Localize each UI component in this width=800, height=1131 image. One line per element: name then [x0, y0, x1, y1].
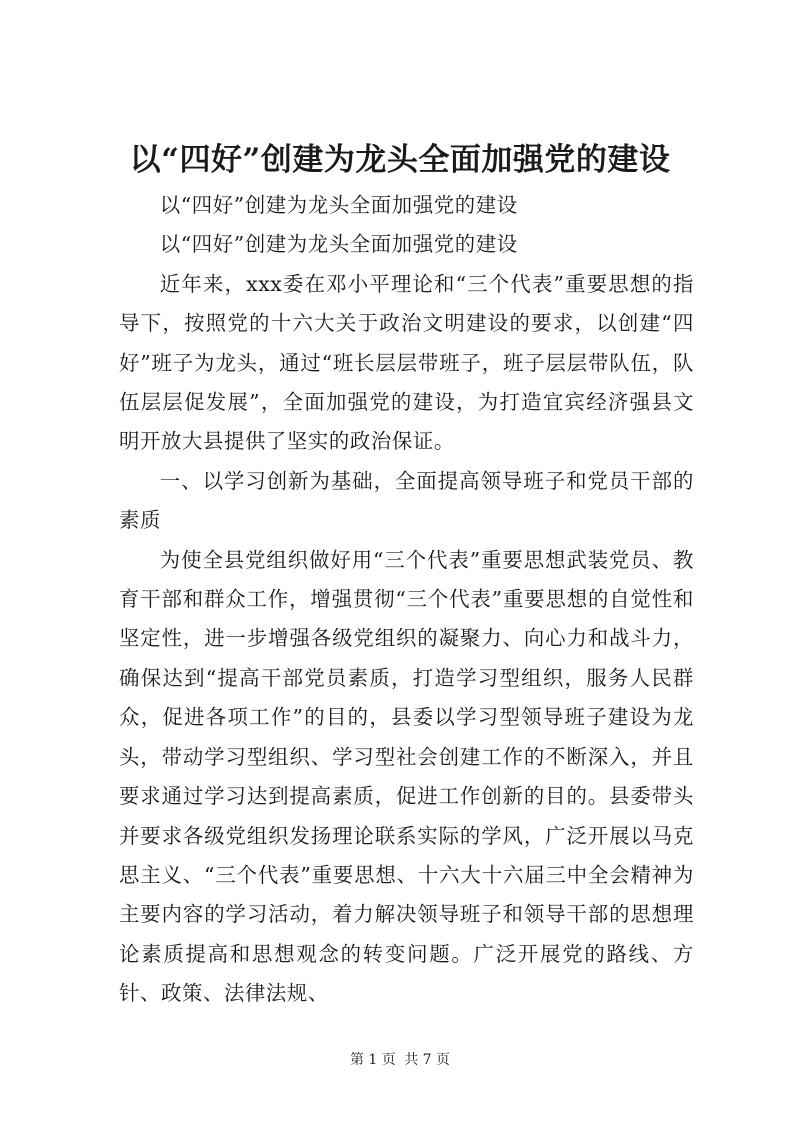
paragraph-subtitle-1: 以“四好”创建为龙头全面加强党的建设 — [159, 193, 518, 217]
paragraph-section-1: 为使全县党组织做好用“三个代表”重要思想武装党员、教育干部和群众工作，增强贯彻“三个代表”重要思想的自觉性和坚定性，进一步增强各级党组织的凝聚力、向心力和战斗力，确保达到“提高干部党员素质，打造学习型组织，服务人民群众，促进各项工作”的目的，县委以学习型领导班子建设为龙头，带动学习型组织、学习型社会创建工作的不断深入，并且要求通过学习达到提高素质，促进工作创新的目的。县委带头并要求各级党组织发扬理论联系实际的学风，广泛开展以马克思主义、“三个代表”重要思想、十六大十六届三中全会精神为主要内容的学习活动，着力解决领导班子和领导干部的思想理论素质提高和思想观念的转变问题。广泛开展党的路线、方针、政策、法律法规、 — [119, 547, 694, 1006]
document-title: 以“四好”创建为龙头全面加强党的建设 — [129, 142, 671, 178]
paragraph-subtitle-2: 以“四好”创建为龙头全面加强党的建设 — [159, 232, 518, 257]
section-heading-1: 一、以学习创新为基础，全面提高领导班子和党员干部的素质 — [119, 468, 694, 533]
paragraph-intro: 近年来，xxx委在邓小平理论和“三个代表”重要思想的指导下，按照党的十六大关于政治文明建设的要求，以创建“四好”班子为龙头，通过“班长层层带班子，班子层层带队伍，队伍层层促发展”，全面加强党的建设，为打造宜宾经济强县文明开放大县提供了坚实的政治保证。 — [119, 271, 694, 454]
page-total: 共 7 页 — [404, 1052, 451, 1068]
page-footer — [0, 1050, 800, 1070]
document-body — [119, 186, 694, 1014]
page-number: 第 1 页 — [349, 1052, 396, 1068]
